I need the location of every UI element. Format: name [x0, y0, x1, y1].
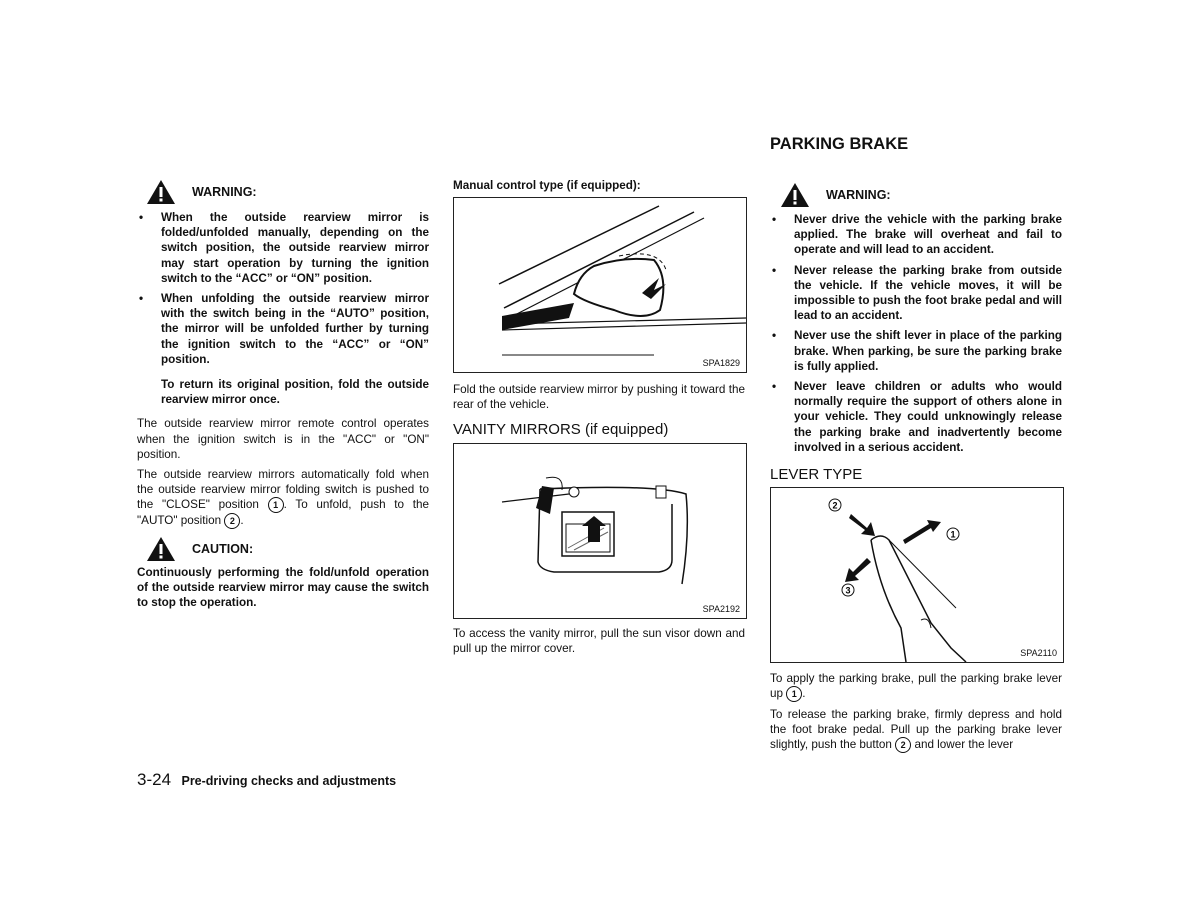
vanity-mirrors-heading: VANITY MIRRORS (if equipped): [453, 421, 669, 438]
mirror-fold-figure: [453, 197, 747, 373]
page-number: 3-24: [137, 770, 172, 789]
section-title: PARKING BRAKE: [770, 135, 909, 153]
bullet-text: Never leave children or adults who would normally require the support of others alone in your vehicle. They could unknowingly release the parking brake and inadvertently become involved in a serious accident.: [794, 380, 1062, 454]
figure-code: SPA2110: [1020, 648, 1057, 658]
callout-label: 3: [845, 585, 851, 596]
list-item: • When unfolding the outside rearview mirror with the switch being in the “AUTO” position, the mirror will be unfolded further by turning the ignition switch to the “ACC” or “ON” position.: [139, 292, 429, 366]
list-item: • Never drive the vehicle with the parking brake applied. The brake will overheat and fail to operate and will lead to an accident.: [772, 213, 1062, 257]
parking-brake-lever-illustration: [771, 488, 1063, 662]
list-item: • Never use the shift lever in place of the parking brake. When parking, be sure the parking brake is fully applied.: [772, 329, 1062, 373]
warning-triangle-icon: [780, 182, 810, 208]
fig1-caption: Fold the outside rearview mirror by pushing it toward the rear of the vehicle.: [453, 383, 745, 412]
remote-control-paragraph: The outside rearview mirror remote control operates when the ignition switch is in the "ACC" or "ON" position.: [137, 417, 429, 461]
bullet-text: When unfolding the outside rearview mirror with the switch being in the “AUTO” position, the mirror will be unfolded further by turning the ignition switch to the “ACC” or “ON” position.: [161, 292, 429, 366]
callout-label: 1: [950, 529, 956, 540]
figure-code: SPA2192: [702, 604, 740, 614]
callout-1-icon: 1: [268, 497, 284, 513]
warning-label: WARNING:: [192, 185, 257, 199]
auto-fold-paragraph: The outside rearview mirrors automatically fold when the outside rearview mirror folding switch is pushed to the "CLOSE" position 1 . To unfold, push to the "AUTO" position 2 .: [137, 468, 429, 528]
callout-label: 2: [832, 500, 838, 511]
lever-figure: [770, 487, 1064, 663]
mirror-fold-illustration: [454, 198, 746, 372]
caution-text: Continuously performing the fold/unfold operation of the outside rearview mirror may cause the switch to stop the operation.: [137, 566, 429, 610]
manual-control-heading: Manual control type (if equipped):: [453, 179, 641, 192]
bullet-text: When the outside rearview mirror is folded/unfolded manually, depending on the switch position, the outside rearview mirror may start operation by turning the ignition switch to the “ACC” or “ON” position.: [161, 211, 429, 285]
bullet-text: Never use the shift lever in place of the parking brake. When parking, be sure the parking brake is fully applied.: [794, 329, 1062, 373]
apply-paragraph: To apply the parking brake, pull the parking brake lever up 1 .: [770, 672, 1062, 701]
page-footer: [137, 770, 396, 790]
release-paragraph: To release the parking brake, firmly depress and hold the foot brake pedal. Pull up the parking brake lever slightly, push the button 2 and lower the lever: [770, 708, 1062, 752]
lever-type-heading: LEVER TYPE: [770, 466, 863, 483]
vanity-mirror-figure: [453, 443, 747, 619]
warning-label: WARNING:: [826, 188, 891, 202]
bullet-text: Never drive the vehicle with the parking brake applied. The brake will overheat and fail to operate and will lead to an accident.: [794, 213, 1062, 257]
left-column: [137, 210, 429, 529]
list-item: • When the outside rearview mirror is folded/unfolded manually, depending on the switch position, the outside rearview mirror may start operation by turning the ignition switch to the “ACC” or “ON” position.: [139, 211, 429, 285]
bullet-text: Never release the parking brake from outside the vehicle. If the vehicle moves, it will be impossible to push the foot brake pedal and will lead to an accident.: [794, 263, 1062, 323]
fig2-caption: To access the vanity mirror, pull the sun visor down and pull up the mirror cover.: [453, 627, 745, 656]
callout-2-icon: 2: [224, 513, 240, 529]
list-item: • Never release the parking brake from outside the vehicle. If the vehicle moves, it will be impossible to push the foot brake pedal and will lead to an accident.: [772, 263, 1062, 323]
caution-label: CAUTION:: [192, 542, 254, 556]
callout-1-icon: 1: [786, 686, 802, 702]
list-item: • Never leave children or adults who would normally require the support of others alone in your vehicle. They could unknowingly release the parking brake and inadvertently become involved in a serious accident.: [772, 380, 1062, 454]
callout-2-icon: 2: [895, 737, 911, 753]
right-warning-list: [770, 212, 1062, 455]
warning-triangle-icon: [146, 536, 176, 562]
warning-triangle-icon: [146, 179, 176, 205]
return-note: To return its original position, fold the outside rearview mirror once.: [161, 378, 429, 407]
footer-section-title: Pre-driving checks and adjustments: [181, 774, 397, 788]
vanity-mirror-illustration: [454, 444, 746, 618]
figure-code: SPA1829: [702, 358, 740, 368]
